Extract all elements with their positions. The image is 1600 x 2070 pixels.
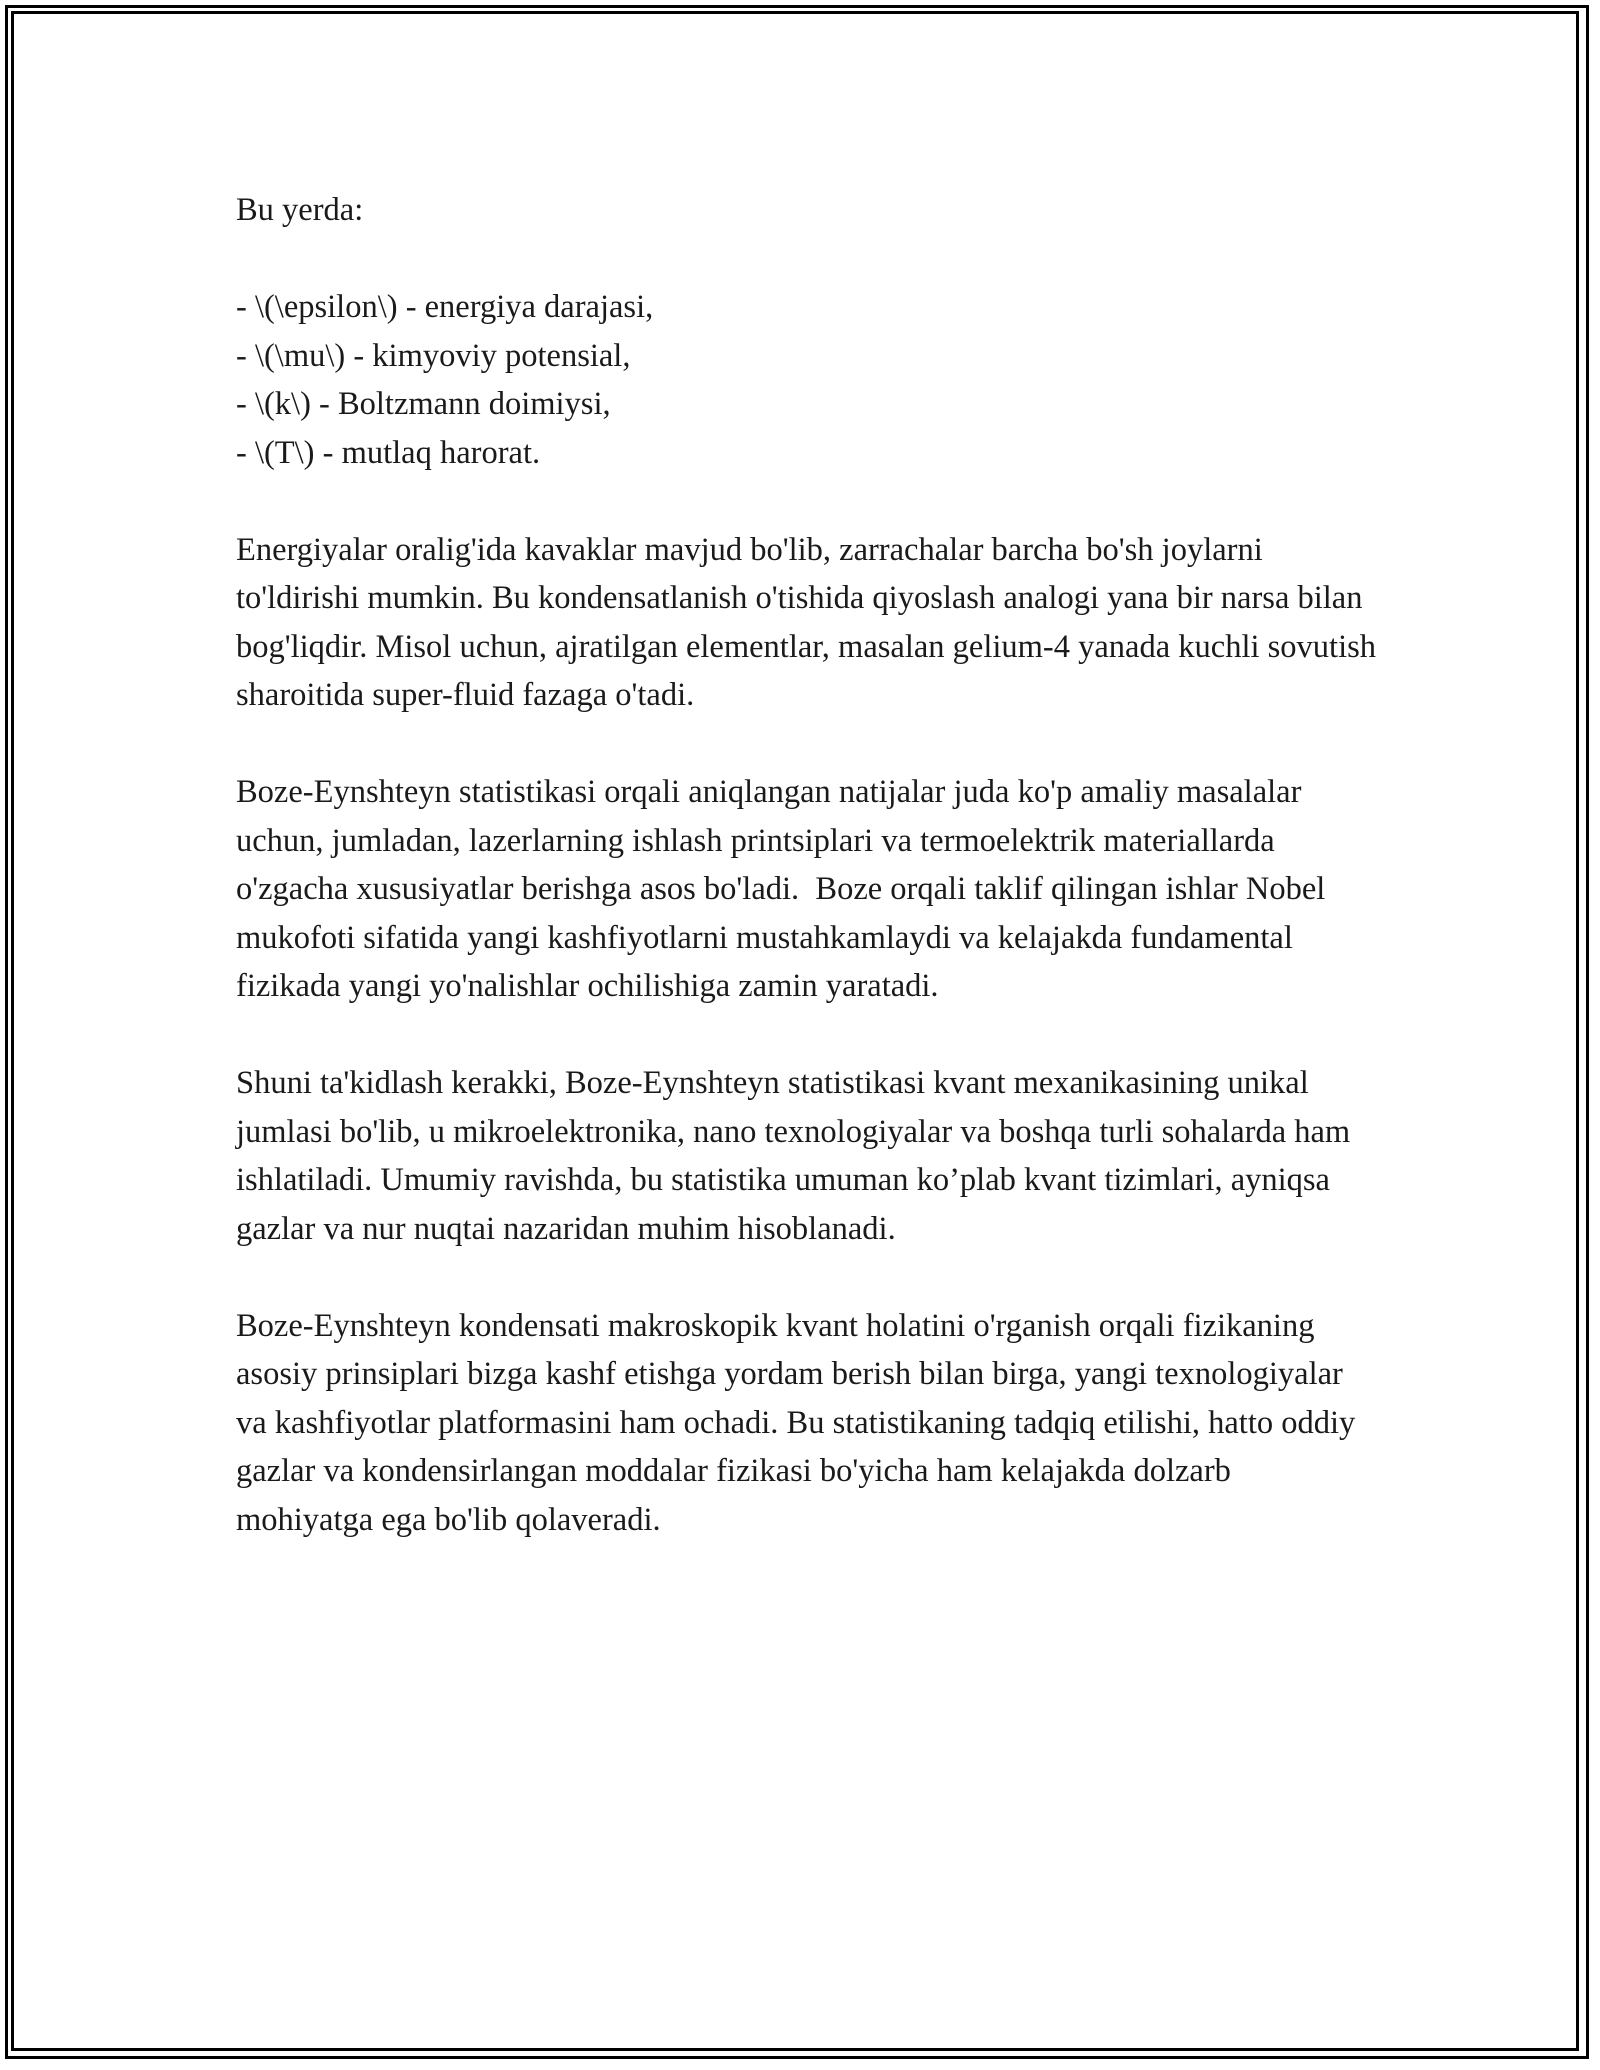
definition-item-t: - \(T\) - mutlaq harorat. [236,434,541,471]
document-body [236,186,1385,1593]
definition-item-mu: - \(\mu\) - kimyoviy potensial, [236,337,631,374]
definition-item-k: - \(k\) - Boltzmann doimiysi, [236,386,611,422]
paragraph-energy-gaps: Energiyalar oralig'ida kavaklar mavjud bo'lib, zarrachalar barcha bo'sh joylarni to'ldirishi mumkin. Bu kondensatlanish o'tishida qiyoslash analogi yana bir narsa bilan bog'liqdir. Misol uchun, ajratilgan elementlar, masalan gelium-4 yanada kuchli sovutish sharoitida super-fluid fazaga o'tadi. [236,531,1385,713]
definition-list [236,283,1376,477]
definition-item-epsilon: - \(\epsilon\) - energiya darajasi, [236,289,654,325]
intro-line: Bu yerda: [236,192,364,228]
paragraph-applications: Boze-Eynshteyn statistikasi orqali aniqlangan natijalar juda ko'p amaliy masalalar uchun, jumladan, lazerlarning ishlash printsiplari va termoelektrik materiallarda o'zgacha xususiyatlar berishga asos bo'ladi. Boze orqali taklif qilingan ishlar Nobel mukofoti sifatida yangi kashfiyotlarni mustahkamlaydi va kelajakda fundamental fizikada yangi yo'nalishlar ochilishiga zamin yaratadi. [236,774,1334,1004]
paragraph-significance: Shuni ta'kidlash kerakki, Boze-Eynshteyn statistikasi kvant mexanikasining unikal jumlasi bo'lib, u mikroelektronika, nano texnologiyalar va boshqa turli sohalarda ham ishlatiladi. Umumiy ravishda, bu statistika umuman ko’plab kvant tizimlari, ayniqsa gazlar va nur nuqtai nazaridan muhim hisoblanadi. [236,1065,1359,1247]
paragraph-condensate: Boze-Eynshteyn kondensati makroskopik kvant holatini o'rganish orqali fizikaning asosiy prinsiplari bizga kashf etishga yordam berish bilan birga, yangi texnologiyalar va kashfiyotlar platformasini ham ochadi. Bu statistikaning tadqiq etilishi, hatto oddiy gazlar va kondensirlangan moddalar fizikasi bo'yicha ham kelajakda dolzarb mohiyatga ega bo'lib qolaveradi. [236,1307,1364,1538]
